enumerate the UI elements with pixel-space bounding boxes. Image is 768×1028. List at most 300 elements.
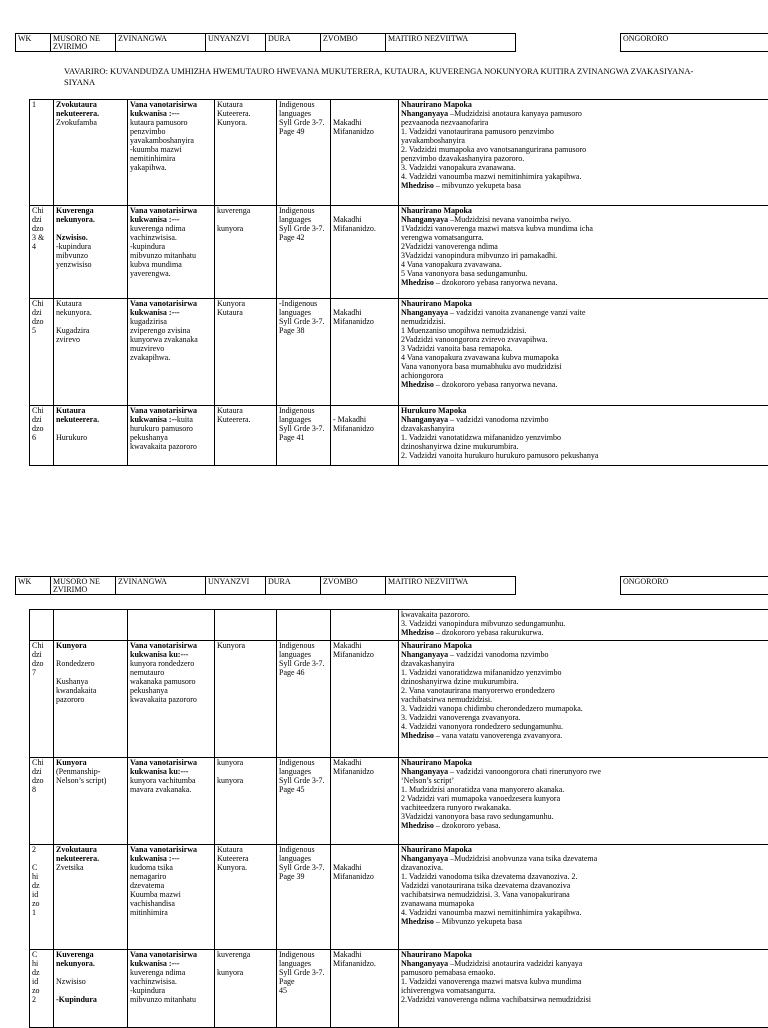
cell-wk [30, 610, 54, 641]
zvinangwa-line: vachishandisa [130, 899, 212, 908]
dura-line: Syll Grde 3-7. [279, 317, 328, 326]
musoro-line: -kupindura [56, 242, 125, 251]
zvinangwa-line: hurukuro pamusoro [130, 424, 212, 433]
dura-line: Page [279, 977, 328, 986]
maitiro-line: 1. Vadzidzi vanotatidzwa mifananidzo yenzvimbo [401, 433, 768, 442]
wk-line: id [32, 890, 51, 899]
cell-zvombo [331, 845, 399, 950]
header-table-2 [15, 576, 768, 595]
cell-dura [277, 610, 331, 641]
maitiro-line: Mhedziso – mibvunzo yekupeta basa [401, 181, 768, 190]
maitiro-line: Mhedziso – dzokororo yebasa ranyorwa nevana. [401, 278, 768, 287]
cell-musoro [54, 206, 128, 299]
zvinangwa-line: kukwanisa ku:--- [130, 650, 212, 659]
maitiro-line: dzinoshanyirwa dzine mukurumbira. [401, 442, 768, 451]
musoro-line [56, 424, 125, 433]
zvombo-line: Mifananidzo [333, 317, 396, 326]
maitiro-line: Mhedziso – vana vatatu vanoverenga zvavanyora. [401, 731, 768, 740]
maitiro-line: Nhanganyaya –Mudzidzisi anotaurira vadzidzi kanyaya [401, 959, 768, 968]
cell-zvombo [331, 100, 399, 206]
musoro-line: Kutaura [56, 406, 125, 415]
cell-dura [277, 100, 331, 206]
maitiro-line: dzinoshanyirwa dzine mukurumbira. [401, 677, 768, 686]
zvombo-line: Makadhi [333, 863, 396, 872]
wk-line: dzo [32, 224, 51, 233]
wk-line: dz [32, 881, 51, 890]
zvombo-line: Mifananidzo [333, 424, 396, 433]
cell-maitiro [399, 299, 768, 406]
maitiro-line: Nhaurirano Mapoka [401, 100, 768, 109]
zvinangwa-line: kuverenga ndima [130, 224, 212, 233]
unyanzvi-line: Kunyora [217, 641, 274, 650]
dura-line: Syll Grde 3-7. [279, 424, 328, 433]
header-cell: UNYANZVI [206, 577, 266, 595]
unyanzvi-line: Kutaura [217, 308, 274, 317]
header-cell: MAITIRO NEZVIITWA [386, 34, 516, 52]
cell-dura [277, 758, 331, 845]
table-row [30, 299, 768, 406]
zvinangwa-line: penzvimbo [130, 127, 212, 136]
zvinangwa-line: kukwanisa :--- [130, 854, 212, 863]
zvinangwa-line: zvakapihwa. [130, 353, 212, 362]
header-cell: MUSORO NE ZVIRIMO [51, 34, 116, 52]
dura-line: languages [279, 109, 328, 118]
musoro-line: mibvunzo [56, 251, 125, 260]
zvinangwa-line: Vana vanotarisirwa [130, 100, 212, 109]
dura-line: Syll Grde 3-7. [279, 118, 328, 127]
cell-dura [277, 641, 331, 758]
maitiro-line: dzavakashanyira [401, 424, 768, 433]
zvinangwa-line: kukwanisa :--- [130, 215, 212, 224]
zvinangwa-line: kugadzirisa [130, 317, 212, 326]
cell-unyanzvi [215, 641, 277, 758]
maitiro-line: 2. Vana vanotaurirana manyorerwo erondedzero [401, 686, 768, 695]
zvinangwa-line: vachinzwisisa. [130, 977, 212, 986]
maitiro-line: dzavakashanyira [401, 659, 768, 668]
wk-line: zo [32, 899, 51, 908]
zvinangwa-line: zviperengo zvisina [130, 326, 212, 335]
cell-unyanzvi [215, 299, 277, 406]
zvinangwa-line: kunyora rondedzero [130, 659, 212, 668]
zvombo-line: Mifananidzo. [333, 224, 396, 233]
cell-unyanzvi [215, 610, 277, 641]
vavariro-heading: VAVARIRO: KUVANDUDZA UMHIZHA HWEMUTAURO HWEVANA MUKUTERERA, KUTAURA, KUVERENGA NOKUNYORA KUITIRA ZVINANGWA ZVAKASIYANA-SIYANA [64, 66, 704, 88]
cell-musoro [54, 299, 128, 406]
musoro-line: Zvetsika [56, 863, 125, 872]
musoro-line: Kutaura [56, 299, 125, 308]
dura-line: languages [279, 415, 328, 424]
zvombo-line [333, 206, 396, 215]
wk-line: dzo [32, 424, 51, 433]
musoro-line: Kuverenga [56, 206, 125, 215]
cell-musoro [54, 100, 128, 206]
cell-wk [30, 299, 54, 406]
unyanzvi-line: Kunyora. [217, 118, 274, 127]
zvombo-line [333, 100, 396, 109]
maitiro-line: kwavakaita pazororo. [401, 610, 768, 619]
dura-line: languages [279, 308, 328, 317]
cell-zvombo [331, 206, 399, 299]
wk-line: 1 [32, 908, 51, 917]
unyanzvi-line: kunyora [217, 776, 274, 785]
cell-zvinangwa [128, 406, 215, 466]
cell-zvombo [331, 406, 399, 466]
dura-line: Page 46 [279, 668, 328, 677]
dura-line: languages [279, 854, 328, 863]
dura-line: Indigenous [279, 206, 328, 215]
zvombo-line [333, 109, 396, 118]
zvinangwa-line: Vana vanotarisirwa [130, 845, 212, 854]
maitiro-line: Nhanganyaya –Mudzidzisi anobvunza vana tsika dzevatema [401, 854, 768, 863]
maitiro-line: Nhanganyaya – vadzidzi vanodoma nzvimbo [401, 650, 768, 659]
cell-wk [30, 641, 54, 758]
unyanzvi-line: kunyora [217, 758, 274, 767]
dura-line: languages [279, 959, 328, 968]
maitiro-line: yavakamboshanyira [401, 136, 768, 145]
header-cell: WK [16, 577, 51, 595]
maitiro-line: 1. Vadzidzi vanoratidzwa mifananidzo yenzvimbo [401, 668, 768, 677]
maitiro-line: Vana vanonyora basa mumabhuku avo mudzidzisi [401, 362, 768, 371]
maitiro-line: nemudzidzisi. [401, 317, 768, 326]
cell-maitiro [399, 406, 768, 466]
header-cell: WK [16, 34, 51, 52]
dura-line: Page 49 [279, 127, 328, 136]
zvombo-line [333, 845, 396, 854]
maitiro-line: 1. Vadzidzi vanodoma tsika dzevatema dzavanoziva. 2. [401, 872, 768, 881]
scheme-table-1 [29, 99, 768, 466]
wk-line: dzo [32, 776, 51, 785]
cell-dura [277, 950, 331, 1028]
musoro-line: Nzwisiso [56, 977, 125, 986]
maitiro-line: Nhaurirano Mapoka [401, 641, 768, 650]
header-cell: DURA [266, 577, 321, 595]
wk-line: Chi [32, 406, 51, 415]
zvinangwa-line: yavakamboshanyira [130, 136, 212, 145]
wk-line: id [32, 977, 51, 986]
zvinangwa-line: dzevatema [130, 881, 212, 890]
zvinangwa-line: mibvunzo mitanhatu [130, 251, 212, 260]
wk-line: 5 [32, 326, 51, 335]
maitiro-line: 2.Vadzidzi vanoverenga ndima vachibatsirwa nemudzidzisi [401, 995, 768, 1004]
maitiro-line: ichiverengwa vomatsangurra. [401, 986, 768, 995]
wk-line [32, 854, 51, 863]
maitiro-line: 3 Vadzidzi vanoita basa remapoka. [401, 344, 768, 353]
cell-musoro [54, 641, 128, 758]
wk-line: 1 [32, 100, 51, 109]
maitiro-line: 3. Vadzidzi vanopakura zvanawana. [401, 163, 768, 172]
cell-zvombo [331, 758, 399, 845]
cell-wk [30, 845, 54, 950]
zvinangwa-line: yakapihwa. [130, 163, 212, 172]
musoro-line [56, 986, 125, 995]
cell-wk [30, 406, 54, 466]
zvinangwa-line: kukwanisa :--- [130, 308, 212, 317]
maitiro-line: Nhanganyaya – vadzidzi vanoongorora chati rinerunyoro rwe [401, 767, 768, 776]
maitiro-line: 2. Vadzidzi mumapoka avo vanotsanangurirana pamusoro [401, 145, 768, 154]
unyanzvi-line: kuverenga [217, 206, 274, 215]
dura-line: Indigenous [279, 100, 328, 109]
cell-maitiro [399, 641, 768, 758]
zvinangwa-line: mavara zvakanaka. [130, 785, 212, 794]
header-cell: ZVOMBO [321, 577, 386, 595]
zvombo-line: Mifananidzo [333, 127, 396, 136]
zvinangwa-line: mitinhimira [130, 908, 212, 917]
cell-zvombo [331, 641, 399, 758]
cell-maitiro [399, 100, 768, 206]
dura-line: Page 42 [279, 233, 328, 242]
cell-musoro [54, 758, 128, 845]
musoro-line: Nzwisiso. [56, 233, 125, 242]
musoro-line: Kuverenga [56, 950, 125, 959]
musoro-line: Rondedzero [56, 659, 125, 668]
musoro-line: Kushanya [56, 677, 125, 686]
wk-line: 2 [32, 995, 51, 1004]
wk-line: dzo [32, 659, 51, 668]
musoro-line: Kugadzira [56, 326, 125, 335]
cell-wk [30, 758, 54, 845]
cell-zvinangwa [128, 950, 215, 1028]
maitiro-line: 1. Mudzidzisi anoratidza vana manyorero akanaka. [401, 785, 768, 794]
zvinangwa-line: muzvirevo [130, 344, 212, 353]
unyanzvi-line: Kunyora. [217, 863, 274, 872]
wk-line: 4 [32, 242, 51, 251]
wk-line: Chi [32, 299, 51, 308]
cell-wk [30, 950, 54, 1028]
maitiro-line: 3. Vadzidzi vanopa chidimbu cherondedzero mumapoka. [401, 704, 768, 713]
maitiro-line: verengwa vomatsangurra. [401, 233, 768, 242]
dura-line: Indigenous [279, 845, 328, 854]
dura-line: Syll Grde 3-7. [279, 659, 328, 668]
cell-unyanzvi [215, 206, 277, 299]
unyanzvi-line [217, 767, 274, 776]
wk-line: dzo [32, 317, 51, 326]
wk-line: C [32, 950, 51, 959]
musoro-line: nekunyora. [56, 308, 125, 317]
maitiro-line: vachibatsirwa nemudzidzisi. 3. Vana vanopakurirana [401, 890, 768, 899]
unyanzvi-line: Kunyora [217, 299, 274, 308]
cell-maitiro [399, 758, 768, 845]
zvinangwa-line: nemitinhimira [130, 154, 212, 163]
zvinangwa-line: Vana vanotarisirwa [130, 641, 212, 650]
header-cell [516, 34, 621, 52]
dura-line: Page 45 [279, 785, 328, 794]
maitiro-line: 2. Vadzidzi vanoita hurukuro hurukuro pamusoro pekushanya [401, 451, 768, 460]
maitiro-line: dzavanoziva. [401, 863, 768, 872]
table-row [30, 610, 768, 641]
cell-maitiro [399, 206, 768, 299]
maitiro-line: pezvaanoda nezvaanofarira [401, 118, 768, 127]
wk-line: dzi [32, 215, 51, 224]
maitiro-line: 4. Vadzidzi vanonyora rondedzero sedungamunhu. [401, 722, 768, 731]
cell-zvinangwa [128, 610, 215, 641]
maitiro-line: 1 Muenzaniso unopihwa nemudzidzisi. [401, 326, 768, 335]
musoro-line [56, 224, 125, 233]
unyanzvi-line: Kuteerera. [217, 415, 274, 424]
zvombo-line: - Makadhi [333, 415, 396, 424]
maitiro-line: 4. Vadzidzi vanoumba mazwi nemitinhimira yakapihwa. [401, 172, 768, 181]
zvinangwa-line: Vana vanotarisirwa [130, 299, 212, 308]
zvinangwa-line: Vana vanotarisirwa [130, 406, 212, 415]
maitiro-line: vachibatsirwa nemudzidzisi. [401, 695, 768, 704]
maitiro-line: 2 Vadzidzi vari mumapoka vanoedzesera kunyora [401, 794, 768, 803]
maitiro-line: 3. Vadzidzi vanopindura mibvunzo sedungamunhu. [401, 619, 768, 628]
wk-line: zo [32, 986, 51, 995]
cell-zvinangwa [128, 758, 215, 845]
maitiro-line: ‘Nelson’s script’ [401, 776, 768, 785]
zvinangwa-line: kunyora vachitumba [130, 776, 212, 785]
dura-line: languages [279, 650, 328, 659]
zvombo-line: Makadhi [333, 308, 396, 317]
dura-line: -Indigenous [279, 299, 328, 308]
table-row [30, 845, 768, 950]
header-table-1 [15, 33, 768, 52]
maitiro-line: Nhanganyaya –Mudzidzisi anotaura kanyaya pamusoro [401, 109, 768, 118]
zvinangwa-line: kuverenga ndima [130, 968, 212, 977]
wk-line: dzi [32, 308, 51, 317]
dura-line: Page 41 [279, 433, 328, 442]
dura-line: Indigenous [279, 758, 328, 767]
wk-line: 7 [32, 668, 51, 677]
dura-line: Syll Grde 3-7. [279, 863, 328, 872]
musoro-line: -Kupindura [56, 995, 125, 1004]
header-cell: ZVOMBO [321, 34, 386, 52]
cell-unyanzvi [215, 406, 277, 466]
cell-musoro [54, 950, 128, 1028]
table-row [30, 406, 768, 466]
maitiro-line: Mhedziso – dzokororo yebasa ranyorwa nevana. [401, 380, 768, 389]
maitiro-line: zvanawana mumapoka [401, 899, 768, 908]
wk-line: 2 [32, 845, 51, 854]
maitiro-line: Vadzidzi vanotaurirana tsika dzevatema dzavanoziva [401, 881, 768, 890]
maitiro-line: Mhedziso – Mibvunzo yekupeta basa [401, 917, 768, 926]
maitiro-line: Nhaurirano Mapoka [401, 758, 768, 767]
cell-dura [277, 206, 331, 299]
unyanzvi-line: Kuteerera. [217, 109, 274, 118]
wk-line: 6 [32, 433, 51, 442]
dura-line: Page 39 [279, 872, 328, 881]
cell-unyanzvi [215, 845, 277, 950]
maitiro-line: 5 Vana vanonyora basa sedungamunhu. [401, 269, 768, 278]
musoro-line: nekunyora. [56, 959, 125, 968]
cell-unyanzvi [215, 950, 277, 1028]
zvinangwa-line: kudoma tsika [130, 863, 212, 872]
cell-zvinangwa [128, 206, 215, 299]
header-cell: DURA [266, 34, 321, 52]
header-row [16, 34, 768, 52]
dura-line: Syll Grde 3-7. [279, 224, 328, 233]
maitiro-line: Nhaurirano Mapoka [401, 950, 768, 959]
header-row [16, 577, 768, 595]
maitiro-line: Hurukuro Mapoka [401, 406, 768, 415]
zvinangwa-line: nemagariro [130, 872, 212, 881]
zvinangwa-line: pekushanya [130, 686, 212, 695]
dura-line: languages [279, 767, 328, 776]
zvinangwa-line: kubva mundima [130, 260, 212, 269]
dura-line: Syll Grde 3-7. [279, 776, 328, 785]
cell-unyanzvi [215, 758, 277, 845]
cell-wk [30, 206, 54, 299]
wk-line: dzi [32, 767, 51, 776]
zvinangwa-line: nemutauro [130, 668, 212, 677]
cell-unyanzvi [215, 100, 277, 206]
musoro-line: yenzwisiso [56, 260, 125, 269]
zvinangwa-line: kukwanisa :--kuita [130, 415, 212, 424]
table-row [30, 758, 768, 845]
header-cell [516, 577, 621, 595]
zvombo-line: Mifananidzo. [333, 959, 396, 968]
wk-line: dz [32, 968, 51, 977]
musoro-line: kwandakaita [56, 686, 125, 695]
zvinangwa-line: kwavakaita pazororo [130, 442, 212, 451]
table-row [30, 100, 768, 206]
zvinangwa-line: kukwanisa :--- [130, 959, 212, 968]
maitiro-line: 2Vadzidzi vanoongorora zvirevo zvavapihwa. [401, 335, 768, 344]
unyanzvi-line: kunyora [217, 224, 274, 233]
zvinangwa-line: Kuumba mazwi [130, 890, 212, 899]
header-cell: ONGORORO [621, 34, 768, 52]
unyanzvi-line: Kutaura [217, 845, 274, 854]
zvinangwa-line: yaverengwa. [130, 269, 212, 278]
dura-line: Syll Grde 3-7. [279, 968, 328, 977]
wk-line: Chi [32, 641, 51, 650]
header-cell: ZVINANGWA [116, 577, 206, 595]
table-row [30, 206, 768, 299]
musoro-line: Zvokutaura [56, 845, 125, 854]
zvombo-line: Mifananidzo [333, 767, 396, 776]
cell-zvinangwa [128, 100, 215, 206]
maitiro-line: Nhanganyaya –Mudzidzisi nevana vanoimba rwiyo. [401, 215, 768, 224]
cell-zvombo [331, 610, 399, 641]
maitiro-line: Nhaurirano Mapoka [401, 845, 768, 854]
dura-line: 45 [279, 986, 328, 995]
zvombo-line: Makadhi [333, 641, 396, 650]
musoro-line: Zvokutaura [56, 100, 125, 109]
zvinangwa-line: kutaura pamusoro [130, 118, 212, 127]
table-row [30, 950, 768, 1028]
cell-maitiro [399, 845, 768, 950]
cell-maitiro [399, 950, 768, 1028]
zvinangwa-line: wakanaka pamusoro [130, 677, 212, 686]
maitiro-line: 3. Vadzidzi vanoverenga zvavanyora. [401, 713, 768, 722]
header-cell: MAITIRO NEZVIITWA [386, 577, 516, 595]
wk-line: Chi [32, 206, 51, 215]
musoro-line: Nelson’s script) [56, 776, 125, 785]
zvombo-line: Mifananidzo [333, 650, 396, 659]
wk-line: dzi [32, 650, 51, 659]
zvinangwa-line: kukwanisa :--- [130, 109, 212, 118]
maitiro-line: Nhanganyaya – vadzidzi vanodoma nzvimbo [401, 415, 768, 424]
cell-zvinangwa [128, 641, 215, 758]
musoro-line: zvirevo [56, 335, 125, 344]
header-cell: ONGORORO [621, 577, 768, 595]
header-cell: MUSORO NE ZVIRIMO [51, 577, 116, 595]
dura-line: Page 38 [279, 326, 328, 335]
unyanzvi-line: Kutaura [217, 100, 274, 109]
zvinangwa-line: vachinzwisisa. [130, 233, 212, 242]
cell-musoro [54, 610, 128, 641]
zvinangwa-line: -kupindura [130, 986, 212, 995]
zvinangwa-line: -kuumba mazwi [130, 145, 212, 154]
musoro-line [56, 668, 125, 677]
maitiro-line: achiongorora [401, 371, 768, 380]
zvinangwa-line: kwavakaita pazororo [130, 695, 212, 704]
musoro-line: Kunyora [56, 758, 125, 767]
maitiro-line: 2Vadzidzi vanoverenga ndima [401, 242, 768, 251]
cell-maitiro [399, 610, 768, 641]
zvinangwa-line: Vana vanotarisirwa [130, 758, 212, 767]
zvinangwa-line: Vana vanotarisirwa [130, 950, 212, 959]
wk-line: 8 [32, 785, 51, 794]
